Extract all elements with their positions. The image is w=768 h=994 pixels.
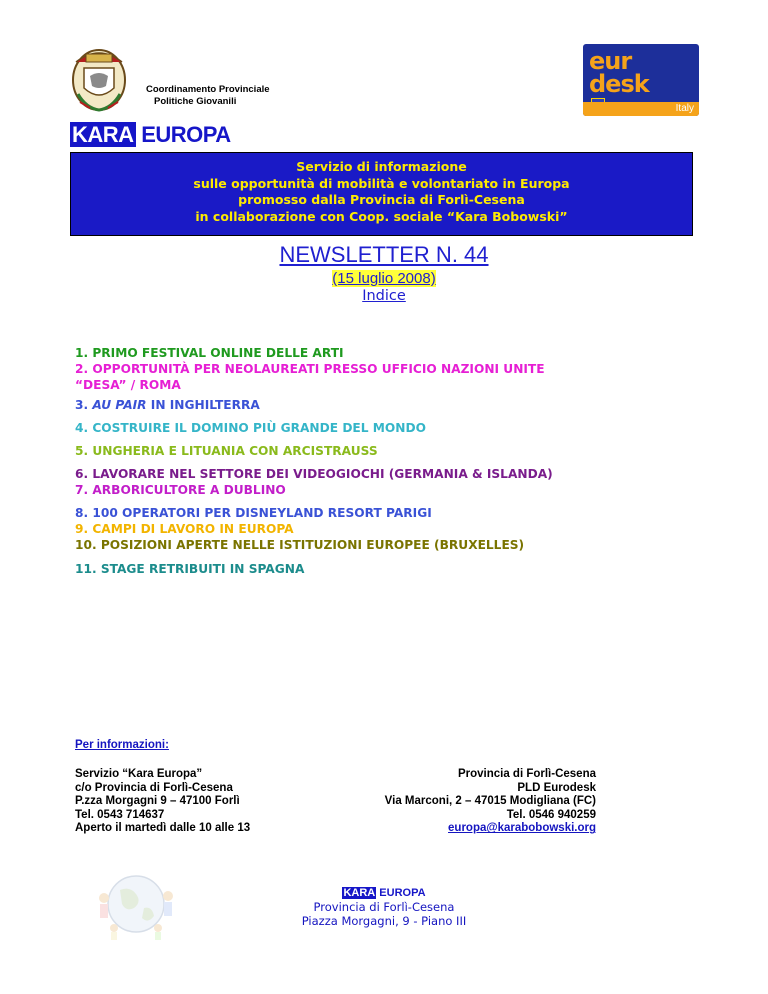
right-contact-line: Via Marconi, 2 – 47015 Modigliana (FC) bbox=[384, 795, 596, 808]
footer-address-line: Piazza Morgagni, 9 - Piano III bbox=[301, 914, 467, 928]
index-item-9[interactable]: 9. CAMPI DI LAVORO IN EUROPA bbox=[75, 522, 294, 536]
index-item-7[interactable]: 7. ARBORICULTORE A DUBLINO bbox=[75, 483, 286, 497]
eurodesk-contact bbox=[385, 768, 596, 836]
eurodesk-logo-country: Italy bbox=[583, 102, 699, 116]
provincia-crest-logo bbox=[68, 42, 130, 114]
footer-europa-word: EUROPA bbox=[379, 887, 426, 899]
coordinamento-line1: Coordinamento Provinciale bbox=[146, 84, 270, 95]
service-banner bbox=[70, 152, 693, 236]
kara-europa-title bbox=[70, 122, 231, 148]
newsletter-title: NEWSLETTER N. 44 bbox=[279, 242, 489, 267]
europa-word: EUROPA bbox=[141, 122, 231, 147]
eurodesk-logo-eur: eur bbox=[589, 47, 632, 75]
index-item-3-text: 3. AU PAIR IN INGHILTERRA bbox=[75, 398, 260, 412]
right-contact-line: Provincia di Forlì-Cesena bbox=[457, 768, 596, 780]
index-item-1[interactable]: 1. PRIMO FESTIVAL ONLINE DELLE ARTI bbox=[75, 346, 344, 360]
banner-line4: in collaborazione con Coop. sociale “Kara Bobowski” bbox=[195, 208, 568, 224]
eurodesk-logo-desk: desk bbox=[589, 70, 649, 98]
coordinamento-label bbox=[146, 84, 270, 108]
left-contact-line: c/o Provincia di Forlì-Cesena bbox=[75, 781, 233, 794]
newsletter-date bbox=[0, 270, 768, 287]
index-item-3[interactable] bbox=[75, 397, 260, 413]
footer-address-line: Provincia di Forlì-Cesena bbox=[313, 900, 455, 914]
eurodesk-logo bbox=[583, 44, 699, 116]
kara-europa-contact bbox=[75, 768, 250, 836]
per-informazioni-heading: Per informazioni: bbox=[75, 739, 169, 751]
au-pair-emphasis: AU PAIR bbox=[92, 398, 147, 412]
footer-address bbox=[0, 886, 768, 928]
index-item-8[interactable]: 8. 100 OPERATORI PER DISNEYLAND RESORT PARIGI bbox=[75, 506, 432, 520]
right-contact-line: Tel. 0546 940259 bbox=[506, 808, 596, 821]
left-contact-line: Servizio “Kara Europa” bbox=[75, 768, 203, 780]
index-link[interactable]: Indice bbox=[362, 288, 406, 304]
footer-kara-word: KARA bbox=[343, 887, 376, 899]
index-item-2[interactable]: 2. OPPORTUNITÀ PER NEOLAUREATI PRESSO UFFICIO NAZIONI UNITE bbox=[75, 362, 545, 376]
left-contact-line: P.zza Morgagni 9 – 47100 Forlì bbox=[75, 795, 240, 808]
index-item-11[interactable]: 11. STAGE RETRIBUITI IN SPAGNA bbox=[75, 562, 305, 576]
index-item-6[interactable]: 6. LAVORARE NEL SETTORE DEI VIDEOGIOCHI (GERMANIA & ISLANDA) bbox=[75, 467, 553, 481]
footer-kara-europa bbox=[0, 886, 768, 900]
kara-word: KARA bbox=[72, 122, 134, 147]
right-contact-line: PLD Eurodesk bbox=[517, 781, 596, 794]
left-contact-line: Tel. 0543 714637 bbox=[75, 808, 165, 821]
index-item-4[interactable]: 4. COSTRUIRE IL DOMINO PIÙ GRANDE DEL MONDO bbox=[75, 421, 426, 435]
index-item-10[interactable]: 10. POSIZIONI APERTE NELLE ISTITUZIONI EUROPEE (BRUXELLES) bbox=[75, 538, 525, 552]
banner-line2: sulle opportunità di mobilità e volontariato in Europa bbox=[193, 175, 570, 191]
index-item-5[interactable]: 5. UNGHERIA E LITUANIA CON ARCISTRAUSS bbox=[75, 444, 378, 458]
index-item-2-cont[interactable]: “DESA” / ROMA bbox=[75, 378, 181, 392]
banner-line3: promosso dalla Provincia di Forlì-Cesena bbox=[238, 192, 525, 207]
left-contact-line: Aperto il martedì dalle 10 alle 13 bbox=[75, 822, 251, 835]
coordinamento-line2: Politiche Giovanili bbox=[154, 96, 237, 107]
banner-line1: Servizio di informazione bbox=[296, 159, 467, 174]
newsletter-date-text: (15 luglio 2008) bbox=[332, 270, 436, 287]
email-link[interactable]: europa@karabobowski.org bbox=[448, 822, 596, 835]
